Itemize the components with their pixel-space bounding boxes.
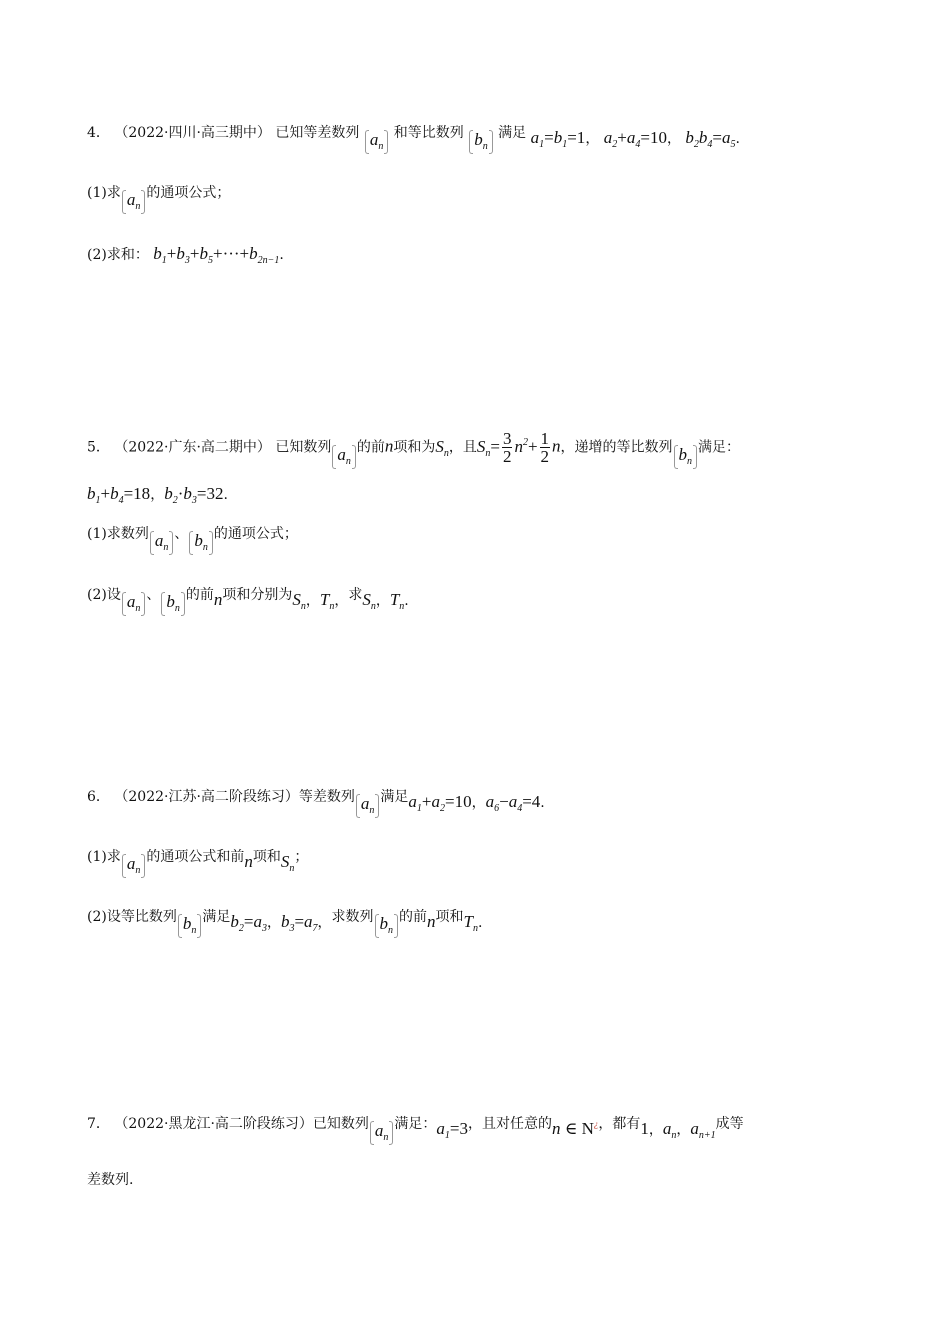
sequence-b: $b_n$ <box>674 444 698 467</box>
condition-3: $b_2b_4=a_5$ <box>685 128 736 150</box>
problem-5-part-1: (1)求数列 $a_n$、 $b_n$的通项公式； <box>87 526 298 553</box>
sequence-a: $a_n$ <box>370 1120 394 1143</box>
sequence-a: $a_n$ <box>365 129 389 152</box>
fraction: $\frac{1}{2}$ <box>540 429 550 466</box>
sum-expression: $b_1+b_3+b_5+\cdot\cdot\cdot+b_{2n-1}$ <box>153 244 280 266</box>
problem-4-stem: 4． （2022·四川·高三期中） 已知等差数列 $a_n$ 和等比数列 $b_n$ 满足 $a_1=b_1=1$， $a_2+a_4=10$， $b_2b_4=a_5$. <box>87 125 740 152</box>
problem-source: （2022·四川·高三期中） <box>114 125 271 141</box>
sequence-b: $b_n$ <box>161 591 185 614</box>
problem-source: （2022·广东·高二期中） <box>114 439 271 456</box>
problem-6-stem: 6． （2022·江苏·高二阶段练习）等差数列 $a_n$满足$a_1+a_2=10$，$a_6-a_4=4$. <box>87 789 545 816</box>
condition-2: $a_2+a_4=10$ <box>603 128 667 150</box>
sequence-a: $a_n$ <box>356 793 380 816</box>
sequence-b: $b_n$ <box>189 530 213 553</box>
sequence-a: $a_n$ <box>150 530 174 553</box>
sequence-a: $a_n$ <box>122 591 146 614</box>
problem-4-part-1: (1)求 $a_n$的通项公式； <box>87 185 231 212</box>
sequence-b: $b_n$ <box>375 913 399 936</box>
problem-number: 5． <box>87 439 110 456</box>
sequence-a: $a_n$ <box>332 444 356 467</box>
problem-5-stem: 5． （2022·广东·高二期中） 已知数列 $a_n$的前n项和为$S_n$，且$S_n=$ $\frac{3}{2}$ $n^2+$ $\frac{1}{2}$ n，递增的等比数列 $b_n$满足： <box>87 429 741 467</box>
problem-5-part-2: (2)设 $a_n$、 $b_n$的前n项和分别为$S_n$，$T_n$，求$S_n$，$T_n$. <box>87 587 409 614</box>
problem-number: 6． <box>87 789 110 805</box>
problem-6-part-1: (1)求 $a_n$的通项公式和前n项和$S_n$； <box>87 849 309 876</box>
sequence-b: $b_n$ <box>469 129 493 152</box>
problem-7-line-2: 差数列. <box>87 1172 134 1188</box>
problem-number: 4． <box>87 125 110 141</box>
problem-5-conditions: $b_1+b_4=18$，$b_2\cdot b_3=32$. <box>87 484 228 506</box>
sequence-b: $b_n$ <box>178 913 202 936</box>
problem-number: 7． <box>87 1116 110 1132</box>
sequence-a: $a_n$ <box>122 853 146 876</box>
problem-6-part-2: (2)设等比数列 $b_n$满足$b_2=a_3$，$b_3=a_7$，求数列 $b_n$的前n项和$T_n$. <box>87 909 483 936</box>
fraction: $\frac{3}{2}$ <box>502 429 512 466</box>
condition-1: $a_1=b_1=1$ <box>530 128 586 150</box>
problem-4-part-2: (2)求和： $b_1+b_3+b_5+\cdot\cdot\cdot+b_{2n-1}$. <box>87 244 284 266</box>
sn-formula: $S_n=$ <box>476 436 500 459</box>
sequence-a: $a_n$ <box>122 189 146 212</box>
star-symbol: ¿ <box>593 1119 599 1129</box>
problem-source: （2022·江苏·高二阶段练习） <box>114 789 299 805</box>
problem-7-stem: 7． （2022·黑龙江·高二阶段练习）已知数列 $a_n$满足：$a_1=3$，且对任意的n ∈ N¿，都有1，$a_n$，$a_{n+1}$成等 <box>87 1116 744 1143</box>
problem-source: （2022·黑龙江·高二阶段练习） <box>114 1116 313 1132</box>
